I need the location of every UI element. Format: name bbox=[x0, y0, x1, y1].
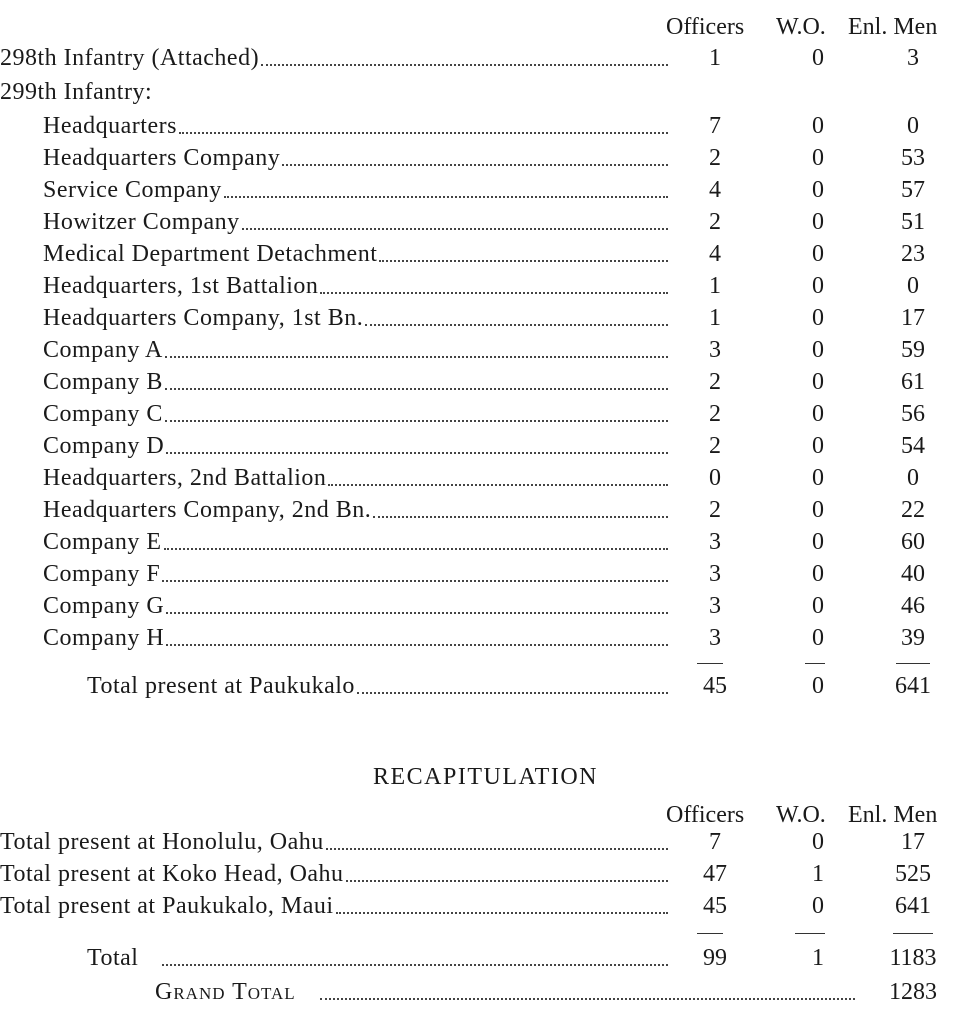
officers-value: 2 bbox=[709, 401, 721, 427]
row-label: Company C bbox=[43, 401, 163, 427]
group-heading bbox=[0, 76, 971, 108]
sum-rule-enl bbox=[893, 933, 933, 934]
sum-rule-enl bbox=[896, 663, 930, 664]
officers-value: 45 bbox=[703, 893, 727, 919]
leader-dots bbox=[282, 164, 668, 166]
leader-dots bbox=[320, 292, 668, 294]
officers-value: 2 bbox=[709, 433, 721, 459]
wo-value: 0 bbox=[812, 529, 824, 555]
table-row bbox=[0, 590, 971, 622]
table-row bbox=[0, 430, 971, 462]
leader-dots bbox=[242, 228, 668, 230]
wo-value: 0 bbox=[812, 497, 824, 523]
enl-value: 61 bbox=[901, 369, 925, 395]
group-label: 299th Infantry: bbox=[0, 79, 153, 105]
enl-value: 54 bbox=[901, 433, 925, 459]
row-label: Company D bbox=[43, 433, 165, 459]
header-officers: Officers bbox=[666, 14, 745, 40]
row-label: Company B bbox=[43, 369, 163, 395]
table-row bbox=[0, 302, 971, 334]
wo-value: 0 bbox=[812, 465, 824, 491]
wo-value: 0 bbox=[812, 593, 824, 619]
table-row bbox=[0, 238, 971, 270]
officers-value: 47 bbox=[703, 861, 727, 887]
wo-value: 0 bbox=[812, 369, 824, 395]
leader-dots bbox=[328, 484, 668, 486]
officers-value: 3 bbox=[709, 561, 721, 587]
row-label: Howitzer Company bbox=[43, 209, 240, 235]
recap-row bbox=[0, 858, 971, 890]
table-row bbox=[0, 398, 971, 430]
row-label: Service Company bbox=[43, 177, 222, 203]
leader-dots bbox=[365, 324, 668, 326]
grand-total-row bbox=[0, 976, 971, 1008]
wo-value: 1 bbox=[812, 861, 824, 887]
enl-value: 641 bbox=[895, 893, 931, 919]
table-row-total bbox=[0, 942, 971, 974]
enl-value: 53 bbox=[901, 145, 925, 171]
wo-value: 0 bbox=[812, 273, 824, 299]
recap-header-officers: Officers bbox=[666, 802, 745, 828]
wo-value: 0 bbox=[812, 337, 824, 363]
wo-value: 0 bbox=[812, 45, 824, 71]
enl-value: 22 bbox=[901, 497, 925, 523]
leader-dots bbox=[165, 388, 668, 390]
leader-dots bbox=[346, 880, 668, 882]
enl-value: 1183 bbox=[889, 945, 937, 971]
leader-dots bbox=[357, 692, 668, 694]
enl-value: 525 bbox=[895, 861, 931, 887]
row-label: Headquarters Company, 2nd Bn. bbox=[43, 497, 372, 523]
row-label: Total present at Paukukalo bbox=[87, 673, 355, 699]
row-label: Headquarters, 1st Battalion bbox=[43, 273, 319, 299]
row-label: Total present at Koko Head, Oahu bbox=[0, 861, 344, 887]
table-row bbox=[0, 270, 971, 302]
enl-value: 0 bbox=[907, 273, 919, 299]
row-label: Total present at Honolulu, Oahu bbox=[0, 829, 324, 855]
row-label: Headquarters Company, 1st Bn. bbox=[43, 305, 364, 331]
leader-dots bbox=[165, 356, 668, 358]
enl-value: 51 bbox=[901, 209, 925, 235]
row-label: Total present at Paukukalo, Maui bbox=[0, 893, 334, 919]
wo-value: 0 bbox=[812, 893, 824, 919]
row-label: Medical Department Detachment bbox=[43, 241, 378, 267]
officers-value: 3 bbox=[709, 529, 721, 555]
officers-value: 3 bbox=[709, 337, 721, 363]
leader-dots bbox=[179, 132, 668, 134]
wo-value: 0 bbox=[812, 305, 824, 331]
recap-header-enl-men: Enl. Men bbox=[848, 802, 938, 828]
enl-value: 0 bbox=[907, 465, 919, 491]
enl-value: 0 bbox=[907, 113, 919, 139]
enl-value: 57 bbox=[901, 177, 925, 203]
officers-value: 3 bbox=[709, 625, 721, 651]
row-label: Company H bbox=[43, 625, 165, 651]
leader-dots bbox=[162, 964, 668, 966]
recapitulation-title: RECAPITULATION bbox=[373, 764, 598, 790]
grand-total-label: Grand Total bbox=[155, 979, 296, 1005]
enl-value: 46 bbox=[901, 593, 925, 619]
leader-dots bbox=[379, 260, 668, 262]
enl-value: 56 bbox=[901, 401, 925, 427]
table-row bbox=[0, 206, 971, 238]
officers-value: 1 bbox=[709, 45, 721, 71]
table-row bbox=[0, 174, 971, 206]
officers-value: 7 bbox=[709, 829, 721, 855]
leader-dots bbox=[166, 612, 668, 614]
officers-value: 4 bbox=[709, 241, 721, 267]
table-row bbox=[0, 334, 971, 366]
wo-value: 0 bbox=[812, 145, 824, 171]
officers-value: 2 bbox=[709, 497, 721, 523]
officers-value: 2 bbox=[709, 369, 721, 395]
sum-rule-wo bbox=[805, 663, 825, 664]
wo-value: 0 bbox=[812, 673, 824, 699]
table-row bbox=[0, 622, 971, 654]
officers-value: 3 bbox=[709, 593, 721, 619]
leader-dots bbox=[165, 420, 668, 422]
enl-value: 3 bbox=[907, 45, 919, 71]
officers-value: 99 bbox=[703, 945, 727, 971]
recap-header-wo: W.O. bbox=[776, 802, 826, 828]
enl-value: 59 bbox=[901, 337, 925, 363]
sum-rule-officers bbox=[697, 933, 723, 934]
wo-value: 1 bbox=[812, 945, 824, 971]
table-row bbox=[0, 462, 971, 494]
recap-row bbox=[0, 826, 971, 858]
row-label: Total bbox=[87, 945, 139, 971]
officers-value: 1 bbox=[709, 305, 721, 331]
enl-value: 641 bbox=[895, 673, 931, 699]
officers-value: 1 bbox=[709, 273, 721, 299]
leader-dots bbox=[164, 548, 669, 550]
officers-value: 2 bbox=[709, 145, 721, 171]
row-label: Company E bbox=[43, 529, 162, 555]
leader-dots bbox=[261, 64, 668, 66]
officers-value: 7 bbox=[709, 113, 721, 139]
sum-rule-wo bbox=[795, 933, 825, 934]
table-row bbox=[0, 110, 971, 142]
table-row bbox=[0, 494, 971, 526]
grand-total-value: 1283 bbox=[889, 979, 937, 1005]
wo-value: 0 bbox=[812, 241, 824, 267]
table-row-paukukalo-total bbox=[0, 670, 971, 702]
recap-row bbox=[0, 890, 971, 922]
row-label: Headquarters bbox=[43, 113, 177, 139]
header-enl-men: Enl. Men bbox=[848, 14, 938, 40]
leader-dots bbox=[162, 580, 668, 582]
enl-value: 17 bbox=[901, 829, 925, 855]
row-label: Company A bbox=[43, 337, 163, 363]
row-label: 298th Infantry (Attached) bbox=[0, 45, 260, 71]
table-row bbox=[0, 558, 971, 590]
leader-dots bbox=[320, 998, 855, 1000]
wo-value: 0 bbox=[812, 829, 824, 855]
enl-value: 40 bbox=[901, 561, 925, 587]
enl-value: 17 bbox=[901, 305, 925, 331]
row-label: Company G bbox=[43, 593, 165, 619]
row-label: Company F bbox=[43, 561, 161, 587]
row-label: Headquarters Company bbox=[43, 145, 281, 171]
table-row-attached bbox=[0, 42, 971, 74]
wo-value: 0 bbox=[812, 177, 824, 203]
wo-value: 0 bbox=[812, 433, 824, 459]
leader-dots bbox=[166, 452, 668, 454]
wo-value: 0 bbox=[812, 209, 824, 235]
enl-value: 23 bbox=[901, 241, 925, 267]
leader-dots bbox=[373, 516, 668, 518]
enl-value: 60 bbox=[901, 529, 925, 555]
table-row bbox=[0, 366, 971, 398]
wo-value: 0 bbox=[812, 561, 824, 587]
leader-dots bbox=[224, 196, 668, 198]
officers-value: 4 bbox=[709, 177, 721, 203]
sum-rule-officers bbox=[697, 663, 723, 664]
table-row bbox=[0, 142, 971, 174]
wo-value: 0 bbox=[812, 401, 824, 427]
officers-value: 45 bbox=[703, 673, 727, 699]
enl-value: 39 bbox=[901, 625, 925, 651]
header-wo: W.O. bbox=[776, 14, 826, 40]
row-label: Headquarters, 2nd Battalion bbox=[43, 465, 327, 491]
wo-value: 0 bbox=[812, 625, 824, 651]
leader-dots bbox=[336, 912, 668, 914]
officers-value: 2 bbox=[709, 209, 721, 235]
wo-value: 0 bbox=[812, 113, 824, 139]
officers-value: 0 bbox=[709, 465, 721, 491]
leader-dots bbox=[326, 848, 668, 850]
leader-dots bbox=[166, 644, 668, 646]
table-row bbox=[0, 526, 971, 558]
